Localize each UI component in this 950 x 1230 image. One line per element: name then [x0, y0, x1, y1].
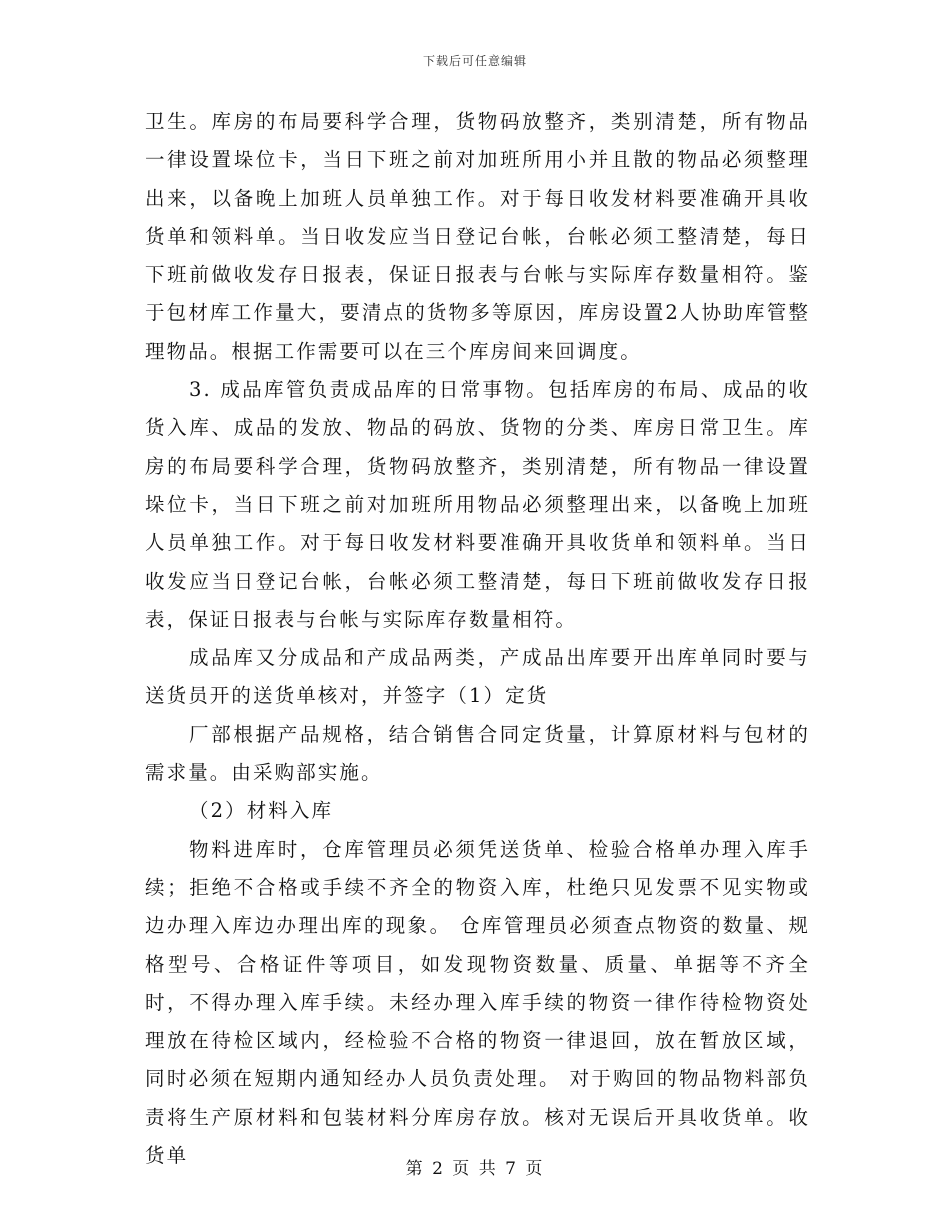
page-number: 第 2 页 共 7 页: [405, 1159, 545, 1179]
paragraph-warehouse-hygiene: 卫生。库房的布局要科学合理，货物码放整齐，类别清楚，所有物品一律设置垛位卡，当日下班之前对加班所用小并且散的物品必须整理出来，以备晚上加班人员单独工作。对于每日收发材料要准确开具收货单和领料单。当日收发应当日登记台帐，台帐必须工整清楚，每日下班前做收发存日报表，保证日报表与台帐与实际库存数量相符。鉴于包材库工作量大，要清点的货物多等原因，库房设置2人协助库管整理物品。根据工作需要可以在三个库房间来回调度。: [145, 110, 810, 363]
paragraph-material-inbound: 物料进库时，仓库管理员必须凭送货单、检验合格单办理入库手续；拒绝不合格或手续不齐全的物资入库，杜绝只见发票不见实物或边办理入库边办理出库的现象。 仓库管理员必须查点物资的数量、规格型号、合格证件等项目，如发现物资数量、质量、单据等不齐全时，不得办理入库手续。未经办理入库手续的物资一律作待检物资处理放在待检区域内，经检验不合格的物资一律退回，放在暂放区域，同时必须在短期内通知经办人员负责处理。 对于购回的物品物料部负责将生产原材料和包装材料分库房存放。核对无误后开具收货单。收货单: [145, 837, 810, 1168]
page-header: 下载后可任意编辑: [422, 54, 527, 68]
section-heading-material-inbound: （2）材料入库: [189, 799, 334, 823]
document-body: [145, 103, 810, 1175]
paragraph-finished-goods-types: 成品库又分成品和产成品两类，产成品出库要开出库单同时要与送货员开的送货单核对，并签字（1）定货: [145, 646, 810, 708]
paragraph-ordering: 厂部根据产品规格，结合销售合同定货量，计算原材料与包材的需求量。由采购部实施。: [145, 722, 810, 785]
paragraph-finished-goods-keeper: 3. 成品库管负责成品库的日常事物。包括库房的布局、成品的收货入库、成品的发放、物品的码放、货物的分类、库房日常卫生。库房的布局要科学合理，货物码放整齐，类别清楚，所有物品一律设置垛位卡，当日下班之前对加班所用物品必须整理出来，以备晚上加班人员单独工作。对于每日收发材料要准确开具收货单和领料单。当日收发应当日登记台帐，台帐必须工整清楚，每日下班前做收发存日报表，保证日报表与台帐与实际库存数量相符。: [145, 378, 810, 631]
